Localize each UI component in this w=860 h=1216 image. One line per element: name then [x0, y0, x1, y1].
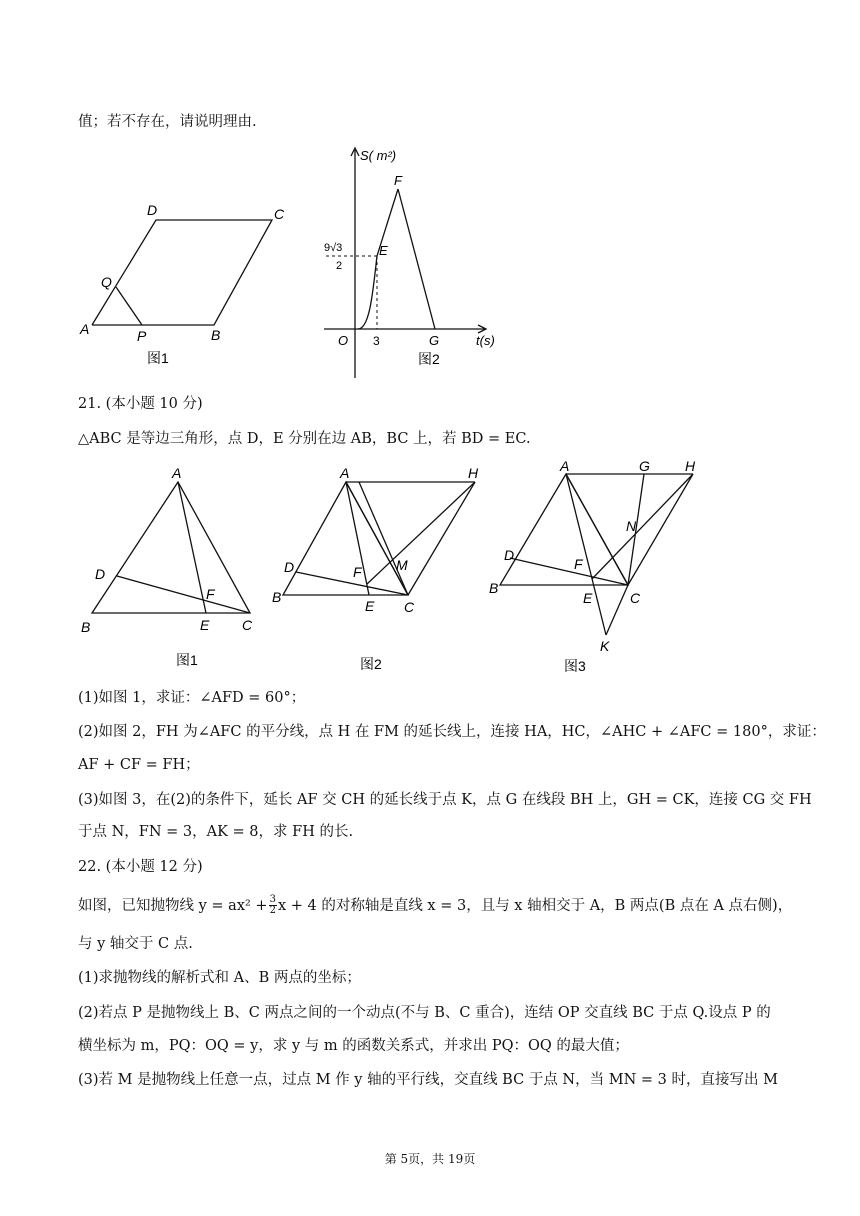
- origin-label: O: [338, 333, 349, 348]
- svg-text:B: B: [272, 589, 282, 605]
- svg-text:F: F: [574, 556, 583, 572]
- svg-text:E: E: [200, 617, 210, 633]
- svg-text:K: K: [600, 638, 610, 654]
- q21-header: 21. (本小题 10 分): [78, 396, 203, 412]
- label-Q: Q: [101, 274, 112, 290]
- fig2-caption: 图2: [418, 351, 440, 367]
- label-C: C: [274, 206, 285, 222]
- svg-text:C: C: [404, 599, 415, 615]
- q21-stem: △ABC 是等边三角形，点 D，E 分别在边 AB，BC 上，若 BD = EC.: [78, 431, 531, 447]
- q22-stem-line1: [78, 895, 792, 916]
- svg-text:A: A: [340, 465, 350, 481]
- svg-text:B: B: [489, 580, 499, 596]
- svg-text:C: C: [630, 590, 641, 606]
- label-B: B: [211, 327, 221, 343]
- q22-fraction-denominator: 2: [269, 905, 276, 916]
- q21-fig2-caption: 图2: [360, 656, 382, 672]
- q21-fig3-caption: 图3: [564, 658, 586, 673]
- svg-text:D: D: [284, 559, 295, 575]
- point-E: E: [379, 243, 388, 258]
- page-footer: 第 5页，共 19页: [384, 1152, 476, 1166]
- svg-text:B: B: [81, 619, 91, 635]
- svg-text:E: E: [583, 590, 593, 606]
- svg-text:H: H: [468, 465, 479, 481]
- q21-part2-line2: AF + CF = FH；: [78, 757, 200, 773]
- q22-header: 22. (本小题 12 分): [78, 859, 203, 875]
- q21-figure-3: [486, 455, 706, 673]
- question-continuation-text: 值；若不存在，请说明理由.: [78, 114, 257, 130]
- label-P: P: [137, 328, 147, 344]
- q20-figure-1-svg: [74, 195, 299, 370]
- q22-part2-line1: (2)若点 P 是抛物线上 B、C 两点之间的一个动点(不与 B、C 重合)，连结 OP 交直线 BC 于点 Q.设点 P 的: [78, 1005, 771, 1021]
- svg-text:C: C: [242, 617, 253, 633]
- q22-part1: (1)求抛物线的解析式和 A、B 两点的坐标；: [78, 970, 361, 986]
- q21-figure-2-svg: [268, 458, 488, 673]
- q21-part2-line1: (2)如图 2，FH 为∠AFC 的平分线，点 H 在 FM 的延长线上，连接 HA，HC，∠AHC + ∠AFC = 180°，求证：: [78, 724, 826, 740]
- svg-text:G: G: [639, 458, 650, 474]
- q22-part2-line2: 横坐标为 m，PQ：OQ = y，求 y 与 m 的函数关系式，并求出 PQ：OQ 的最大值；: [78, 1038, 629, 1054]
- q21-figure-1-svg: [76, 458, 266, 673]
- svg-text:E: E: [365, 598, 375, 614]
- label-D: D: [147, 202, 158, 218]
- q21-figure-3-svg: [486, 455, 706, 673]
- y-tick-denominator: 2: [336, 260, 343, 272]
- y-axis-label: S( m²): [360, 148, 397, 163]
- x-axis-label: t(s): [476, 333, 495, 348]
- q22-stem-pre: 如图，已知抛物线 y = ax² +: [78, 897, 268, 914]
- point-G: G: [429, 333, 440, 348]
- svg-text:F: F: [353, 564, 362, 580]
- svg-text:F: F: [206, 586, 215, 602]
- q22-part3: (3)若 M 是抛物线上任意一点，过点 M 作 y 轴的平行线，交直线 BC 于点 N，当 MN = 3 时，直接写出 M: [78, 1072, 778, 1088]
- q21-part3-line2: 于点 N，FN = 3，AK = 8，求 FH 的长.: [78, 824, 354, 840]
- q20-figure-2-svg: [318, 140, 508, 380]
- q22-stem-line2: 与 y 轴交于 C 点.: [78, 936, 193, 952]
- point-F: F: [394, 173, 402, 188]
- x-tick-3: 3: [373, 334, 380, 348]
- svg-text:D: D: [95, 566, 106, 582]
- q21-fig1-caption: 图1: [176, 652, 198, 668]
- svg-text:H: H: [685, 458, 696, 474]
- q21-part1: (1)如图 1，求证：∠AFD = 60°；: [78, 690, 306, 706]
- fig1-caption: 图1: [147, 350, 169, 366]
- svg-text:A: A: [172, 465, 182, 481]
- svg-text:M: M: [396, 557, 408, 573]
- svg-text:A: A: [560, 458, 570, 474]
- q22-fraction: [269, 895, 277, 916]
- svg-text:N: N: [626, 518, 637, 534]
- q22-fraction-numerator: 3: [269, 894, 276, 905]
- q21-figure-1: [76, 458, 266, 673]
- q21-figure-2: [268, 458, 488, 673]
- svg-text:D: D: [504, 547, 515, 563]
- y-tick-numerator: 9√3: [324, 242, 343, 254]
- q20-figure-1: [74, 195, 299, 370]
- q21-part3-line1: (3)如图 3，在(2)的条件下，延长 AF 交 CH 的延长线于点 K，点 G 在线段 BH 上，GH = CK，连接 CG 交 FH: [78, 792, 812, 808]
- q20-figure-2: [318, 140, 508, 380]
- label-A: A: [80, 321, 90, 337]
- q22-stem-post: x + 4 的对称轴是直线 x = 3，且与 x 轴相交于 A，B 两点(B 点在 A 点右侧)，: [277, 897, 793, 914]
